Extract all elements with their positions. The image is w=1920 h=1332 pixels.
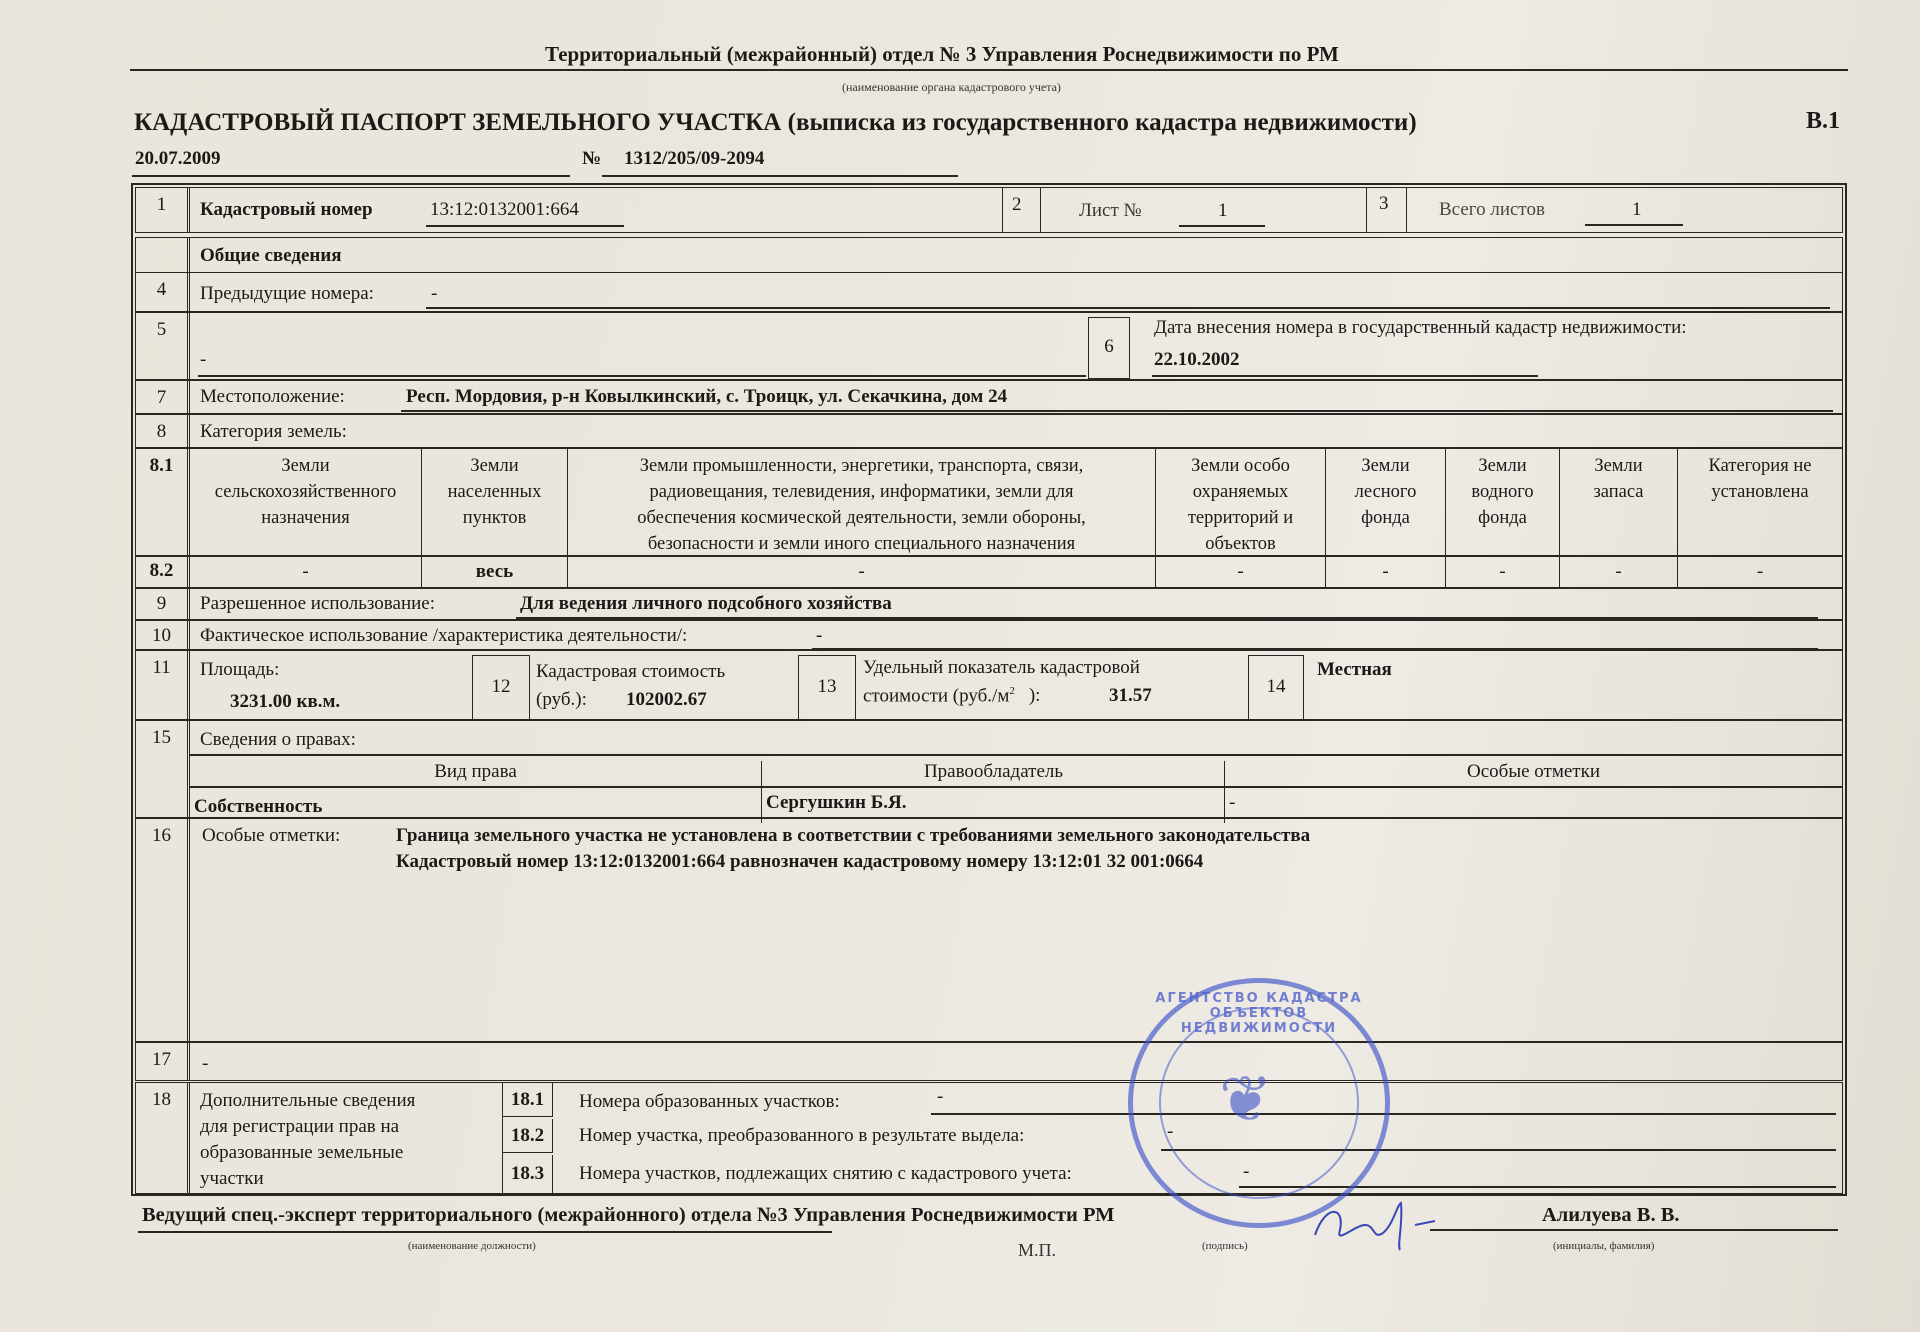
- land-category-value: -: [190, 557, 422, 587]
- land-category-header: [568, 449, 1156, 555]
- form-code: В.1: [1806, 108, 1841, 134]
- land-category-header-line: Земли: [470, 456, 519, 476]
- land-category-value: -: [568, 557, 1156, 587]
- land-category-header: [422, 449, 568, 555]
- position-underline: [138, 1231, 832, 1233]
- sheet-number-underline: [1179, 225, 1265, 227]
- specific-value-label-2: [863, 685, 1040, 707]
- organ-name: Территориальный (межрайонный) отдел № 3 Управления Роснедвижимости по РМ: [545, 42, 1339, 66]
- official-seal-stamp: [1128, 978, 1390, 1228]
- row-number: 17: [136, 1043, 190, 1080]
- row-9: [135, 588, 1843, 620]
- cadastral-value: 102002.67: [626, 689, 707, 710]
- special-notes-line-2: Кадастровый номер 13:12:0132001:664 равнозначен кадастровому номеру 13:12:01 32 001:0664: [396, 851, 1204, 872]
- land-category-header-line: территорий и: [1187, 508, 1294, 528]
- row-16: [135, 818, 1843, 1042]
- subrow-value: -: [1243, 1161, 1250, 1182]
- subrow-number: 18.2: [503, 1119, 553, 1153]
- land-category-header-line: охраняемых: [1192, 482, 1289, 502]
- land-category-header: [190, 449, 422, 555]
- subrow-label: Номера участков, подлежащих снятию с кадастрового учета:: [579, 1163, 1072, 1184]
- sheet-number-index: 2: [1012, 194, 1022, 215]
- row-number: 11: [136, 651, 190, 719]
- subrow-label: Номера образованных участков:: [579, 1091, 840, 1112]
- land-category-header-line: фонда: [1478, 508, 1527, 528]
- divider: [1040, 188, 1041, 232]
- date-underline: [132, 175, 570, 177]
- rights-header-holder: Правообладатель: [761, 761, 1225, 786]
- right-notes: -: [1224, 788, 1235, 823]
- land-category-header-line: фонда: [1361, 508, 1410, 528]
- land-category-header-line: Земли: [1478, 456, 1527, 476]
- number-underline: [602, 175, 958, 177]
- subrow-label: Номер участка, преобразованного в результате выдела:: [579, 1125, 1025, 1146]
- actual-use-value: -: [816, 625, 823, 646]
- row-17: [135, 1042, 1843, 1081]
- cadastral-value-label-2: (руб.):: [536, 689, 587, 710]
- specific-value-tail: ):: [1028, 685, 1041, 707]
- permitted-use-label: Разрешенное использование:: [200, 593, 436, 614]
- row-14-index: [1248, 655, 1304, 721]
- land-category-label: Категория земель:: [200, 421, 347, 442]
- organ-caption: (наименование органа кадастрового учета): [842, 80, 1061, 94]
- row-15: [135, 720, 1843, 818]
- signature-caption: (подпись): [1202, 1240, 1248, 1252]
- row-number: 7: [136, 381, 190, 413]
- specific-value: 31.57: [1109, 685, 1152, 706]
- land-category-header-line: лесного: [1354, 482, 1417, 502]
- area-label: Площадь:: [200, 659, 280, 680]
- row-14-index-text: 14: [1266, 676, 1286, 697]
- row-4: [135, 272, 1843, 312]
- rights-table: [190, 754, 1842, 819]
- land-category-header-line: Земли промышленности, энергетики, транспорта, связи,: [639, 456, 1084, 476]
- general-info-header: [135, 237, 1843, 273]
- signer-position: Ведущий спец.-эксперт территориального (межрайонного) отдела №3 Управления Роснедвижимости РМ: [142, 1204, 1115, 1226]
- specific-value-label-1: Удельный показатель кадастровой: [863, 657, 1140, 678]
- land-category-value: -: [1560, 557, 1678, 587]
- signer-name: Алилуева В. В.: [1542, 1204, 1680, 1226]
- signature-stroke: [1315, 1203, 1435, 1250]
- date-entry-label: Дата внесения номера в государственный кадастр недвижимости:: [1154, 317, 1687, 338]
- land-category-header-line: запаса: [1593, 482, 1644, 502]
- coat-of-arms-icon: ❦: [1219, 1064, 1273, 1135]
- rights-row: [190, 788, 1842, 819]
- rights-header-row: [190, 756, 1842, 788]
- land-category-header-line: установлена: [1711, 482, 1809, 502]
- stamp-place: М.П.: [1018, 1240, 1057, 1260]
- land-category-header: [1560, 449, 1678, 555]
- row-7: [135, 380, 1843, 414]
- right-type: Собственность: [194, 796, 323, 817]
- total-sheets-index: 3: [1379, 193, 1389, 214]
- land-category-header-line: пунктов: [462, 508, 527, 528]
- row-18: [135, 1082, 1843, 1194]
- specific-value-index-text: 13: [817, 676, 837, 697]
- location-label: Местоположение:: [200, 386, 345, 407]
- land-category-header-line: обеспечения космической деятельности, земли обороны,: [637, 508, 1086, 528]
- row-number: 8: [136, 415, 190, 447]
- date-entry-underline: [1152, 375, 1538, 377]
- divider: [1366, 188, 1367, 232]
- additional-info-line: для регистрации прав на: [200, 1116, 400, 1137]
- permitted-use-underline: [516, 617, 1818, 619]
- specific-value-index: [798, 655, 856, 721]
- land-category-header-line: сельскохозяйственного: [214, 482, 397, 502]
- general-info-label: Общие сведения: [200, 245, 342, 266]
- row-5-6: [135, 312, 1843, 380]
- location-underline: [401, 410, 1833, 412]
- total-sheets-underline: [1585, 224, 1683, 226]
- date-entry-value: 22.10.2002: [1154, 349, 1240, 370]
- unit-superscript: 2: [1009, 685, 1015, 697]
- row-number: 8.1: [136, 449, 190, 555]
- row-5-value: -: [200, 349, 207, 370]
- subrow-number: 18.1: [503, 1083, 553, 1117]
- subrow-number: 18.3: [503, 1155, 553, 1193]
- sheet-number-label: Лист №: [1079, 200, 1142, 221]
- special-notes-label: Особые отметки:: [202, 825, 341, 846]
- date-entry-index: [1088, 317, 1130, 379]
- row-1: [135, 187, 1843, 233]
- issue-date: 20.07.2009: [135, 148, 221, 169]
- total-sheets-value: 1: [1632, 199, 1642, 220]
- previous-numbers-value: -: [431, 283, 438, 304]
- land-category-header-line: объектов: [1205, 534, 1276, 554]
- divider: [1002, 188, 1003, 232]
- row-number: 10: [136, 621, 190, 649]
- land-category-header-line: радиовещания, телевидения, информатики, земли для: [649, 482, 1074, 502]
- row-8-1: [135, 448, 1843, 556]
- row-11-14: [135, 650, 1843, 720]
- land-category-header-line: Земли: [281, 456, 330, 476]
- row-number-empty: [136, 238, 190, 272]
- land-category-header-line: населенных: [447, 482, 542, 502]
- row-10: [135, 620, 1843, 650]
- additional-info-line: образованные земельные: [200, 1142, 404, 1163]
- land-category-value: -: [1756, 561, 1764, 582]
- land-category-header-line: Земли особо: [1191, 456, 1290, 476]
- special-notes-line-1: Граница земельного участка не установлена в соответствии с требованиями земельного законодательства: [396, 825, 1311, 846]
- signature-icon: [1305, 1195, 1455, 1255]
- actual-use-label: Фактическое использование /характеристика деятельности/:: [200, 625, 688, 646]
- position-caption: (наименование должности): [408, 1240, 536, 1252]
- divider: [1406, 188, 1407, 232]
- rights-label: Сведения о правах:: [200, 729, 356, 750]
- row-number: 8.2: [136, 557, 190, 587]
- document-number: 1312/205/09-2094: [624, 148, 765, 169]
- document-title: КАДАСТРОВЫЙ ПАСПОРТ ЗЕМЕЛЬНОГО УЧАСТКА (выписка из государственного кадастра недвижимости): [134, 109, 1417, 136]
- right-holder: Сергушкин Б.Я.: [761, 788, 907, 823]
- row-number: 5: [136, 313, 190, 379]
- land-category-header: [1678, 449, 1842, 555]
- additional-info-line: участки: [200, 1168, 264, 1189]
- cadastral-value-index: [472, 655, 530, 721]
- land-category-header-line: Категория не: [1708, 456, 1812, 476]
- number-sign: №: [582, 148, 602, 169]
- row-14-value: Местная: [1317, 659, 1392, 680]
- land-category-header-line: Земли: [1594, 456, 1643, 476]
- name-underline: [1430, 1229, 1838, 1231]
- land-category-header: [1156, 449, 1326, 555]
- land-category-value: -: [1326, 557, 1446, 587]
- row-number: 18: [136, 1083, 190, 1193]
- seal-text: АГЕНТСТВО КАДАСТРА ОБЪЕКТОВ НЕДВИЖИМОСТИ: [1155, 991, 1363, 1036]
- row-8: [135, 414, 1843, 448]
- location-value: Респ. Мордовия, р-н Ковылкинский, с. Троицк, ул. Секачкина, дом 24: [406, 386, 1008, 407]
- subrow-value: -: [1167, 1121, 1174, 1142]
- sheet-number-value: 1: [1218, 200, 1228, 221]
- land-category-header-line: безопасности и земли иного специального назначения: [647, 534, 1076, 554]
- land-category-value: -: [1156, 557, 1326, 587]
- cadastral-value-index-text: 12: [491, 676, 511, 697]
- row-number: 4: [136, 273, 190, 311]
- land-category-value: -: [1446, 557, 1560, 587]
- row-number: 15: [136, 721, 190, 817]
- additional-info-label: [200, 1088, 415, 1192]
- cadastral-number-value: 13:12:0132001:664: [430, 199, 579, 220]
- total-sheets-label: Всего листов: [1439, 199, 1545, 220]
- previous-numbers-underline: [426, 307, 1830, 309]
- land-category-header-line: назначения: [261, 508, 350, 528]
- row-5-underline: [198, 375, 1086, 377]
- additional-info-line: Дополнительные сведения: [200, 1090, 416, 1111]
- organ-underline: [130, 69, 1848, 71]
- land-category-header: [1446, 449, 1560, 555]
- area-value: 3231.00 кв.м.: [230, 691, 341, 712]
- land-category-header-line: водного: [1471, 482, 1534, 502]
- land-category-header-line: Земли: [1361, 456, 1410, 476]
- cadastral-number-label: Кадастровый номер: [200, 199, 373, 220]
- subrow-value: -: [937, 1086, 944, 1107]
- cadastral-value-label-1: Кадастровая стоимость: [536, 661, 726, 682]
- land-category-value: весь: [422, 557, 568, 587]
- previous-numbers-label: Предыдущие номера:: [200, 283, 374, 304]
- cadastral-number-underline: [426, 225, 624, 227]
- row-number: 16: [136, 819, 190, 1041]
- permitted-use-value: Для ведения личного подсобного хозяйства: [520, 593, 892, 614]
- date-entry-index-text: 6: [1104, 336, 1114, 357]
- row-number: 1: [136, 188, 190, 232]
- rights-header-type: Вид права: [434, 761, 517, 782]
- rights-header-notes: Особые отметки: [1224, 761, 1842, 786]
- name-caption: (инициалы, фамилия): [1553, 1240, 1655, 1252]
- land-category-header: [1326, 449, 1446, 555]
- row-8-2: [135, 556, 1843, 588]
- specific-value-unit: стоимости (руб./м: [863, 685, 1010, 707]
- row-number: 9: [136, 589, 190, 619]
- row-17-value: -: [202, 1053, 209, 1074]
